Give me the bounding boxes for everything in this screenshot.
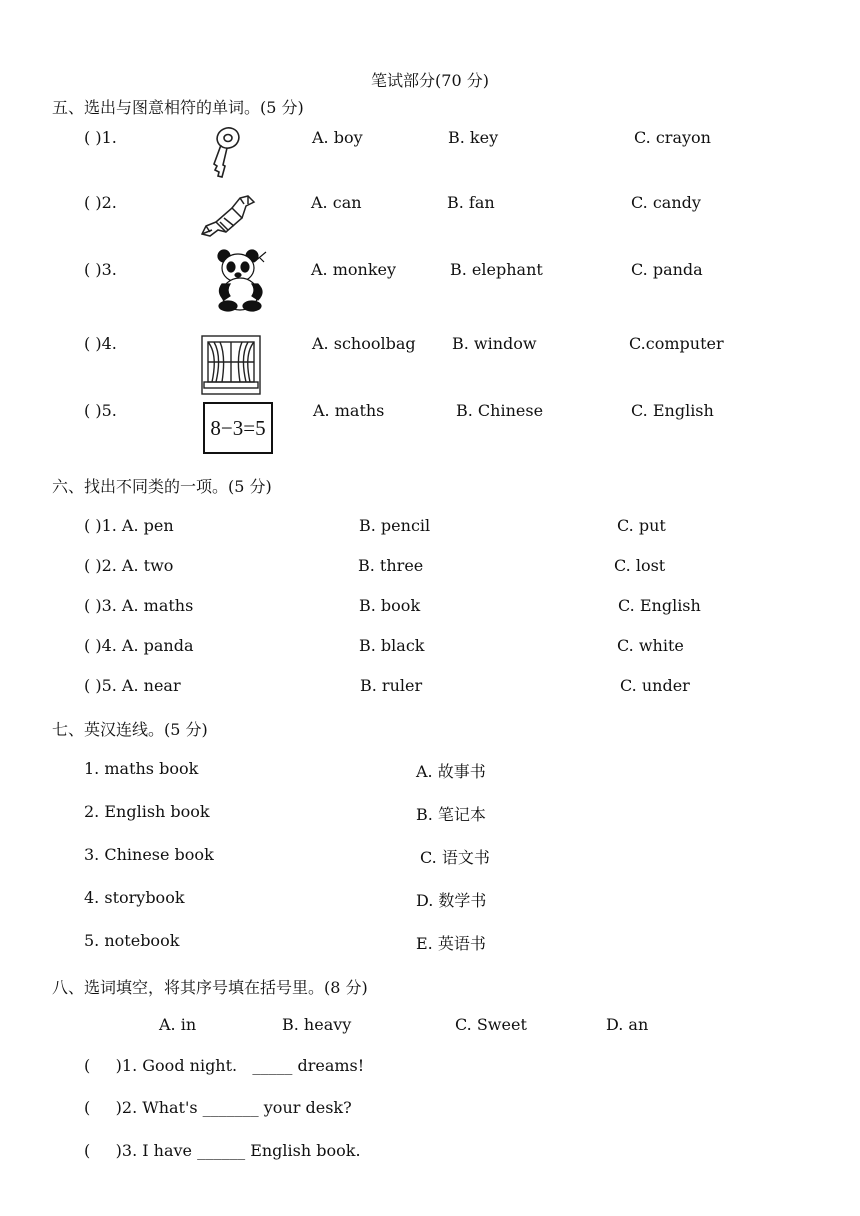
s5-q4-option-b: B. window xyxy=(452,334,537,353)
s5-q2-option-b: B. fan xyxy=(447,193,495,212)
page-title: 笔试部分(70 分) xyxy=(371,71,489,90)
s6-q5-option-c: C. under xyxy=(620,676,690,695)
s5-q4-option-a: A. schoolbag xyxy=(312,334,416,353)
s8-option-c: C. Sweet xyxy=(455,1015,527,1034)
s8-option-b: B. heavy xyxy=(282,1015,352,1034)
candy-icon xyxy=(198,192,258,240)
s5-q1-option-a: A. boy xyxy=(312,128,363,147)
s8-q1: ( )1. Good night. _____ dreams! xyxy=(84,1056,365,1075)
s8-option-a: A. in xyxy=(159,1015,197,1034)
s5-q1-number: ( )1. xyxy=(84,128,117,147)
s6-q3-option-c: C. English xyxy=(618,596,701,615)
s7-left-1: 1. maths book xyxy=(84,759,199,778)
s5-q5-option-c: C. English xyxy=(631,401,714,420)
section6-heading: 六、找出不同类的一项。(5 分) xyxy=(52,477,272,496)
s6-q5-option-b: B. ruler xyxy=(360,676,423,695)
s7-right-b: B. 笔记本 xyxy=(416,805,486,824)
s5-q3-option-a: A. monkey xyxy=(311,260,397,279)
s5-q1-option-b: B. key xyxy=(448,128,499,147)
s5-q5-option-b: B. Chinese xyxy=(456,401,544,420)
s6-q2-stem: ( )2. A. two xyxy=(84,556,174,575)
s5-q4-option-c: C.computer xyxy=(629,334,724,353)
section5-heading: 五、选出与图意相符的单词。(5 分) xyxy=(52,98,304,117)
s7-left-3: 3. Chinese book xyxy=(84,845,214,864)
s5-q3-option-c: C. panda xyxy=(631,260,703,279)
s6-q4-stem: ( )4. A. panda xyxy=(84,636,194,655)
s6-q3-option-b: B. book xyxy=(359,596,421,615)
section7-heading: 七、英汉连线。(5 分) xyxy=(52,720,208,739)
s6-q2-option-c: C. lost xyxy=(614,556,666,575)
s7-right-a: A. 故事书 xyxy=(416,762,486,781)
s5-q5-option-a: A. maths xyxy=(313,401,385,420)
s5-q1-option-c: C. crayon xyxy=(634,128,711,147)
s6-q2-option-b: B. three xyxy=(358,556,424,575)
s6-q1-option-b: B. pencil xyxy=(359,516,431,535)
s5-q3-number: ( )3. xyxy=(84,260,117,279)
s8-q3: ( )3. I have ______ English book. xyxy=(84,1141,361,1160)
s6-q1-stem: ( )1. A. pen xyxy=(84,516,174,535)
s5-q4-number: ( )4. xyxy=(84,334,117,353)
panda-icon xyxy=(214,248,270,312)
s6-q1-option-c: C. put xyxy=(617,516,666,535)
s8-option-d: D. an xyxy=(606,1015,649,1034)
s7-right-e: E. 英语书 xyxy=(416,934,486,953)
section8-heading: 八、选词填空，将其序号填在括号里。(8 分) xyxy=(52,978,368,997)
s6-q5-stem: ( )5. A. near xyxy=(84,676,181,695)
s6-q4-option-b: B. black xyxy=(359,636,425,655)
window-icon xyxy=(200,334,262,396)
key-icon xyxy=(204,126,244,180)
s5-q5-number: ( )5. xyxy=(84,401,117,420)
s6-q4-option-c: C. white xyxy=(617,636,684,655)
s8-q2: ( )2. What's _______ your desk? xyxy=(84,1098,352,1117)
s7-left-5: 5. notebook xyxy=(84,931,180,950)
s7-right-c: C. 语文书 xyxy=(420,848,490,867)
s6-q3-stem: ( )3. A. maths xyxy=(84,596,194,615)
s7-left-2: 2. English book xyxy=(84,802,210,821)
s5-q3-option-b: B. elephant xyxy=(450,260,543,279)
s5-q2-number: ( )2. xyxy=(84,193,117,212)
math-card-icon: 8−3=5 xyxy=(203,402,273,454)
s5-q2-option-a: A. can xyxy=(311,193,362,212)
s5-q2-option-c: C. candy xyxy=(631,193,701,212)
s7-right-d: D. 数学书 xyxy=(416,891,487,910)
s7-left-4: 4. storybook xyxy=(84,888,185,907)
